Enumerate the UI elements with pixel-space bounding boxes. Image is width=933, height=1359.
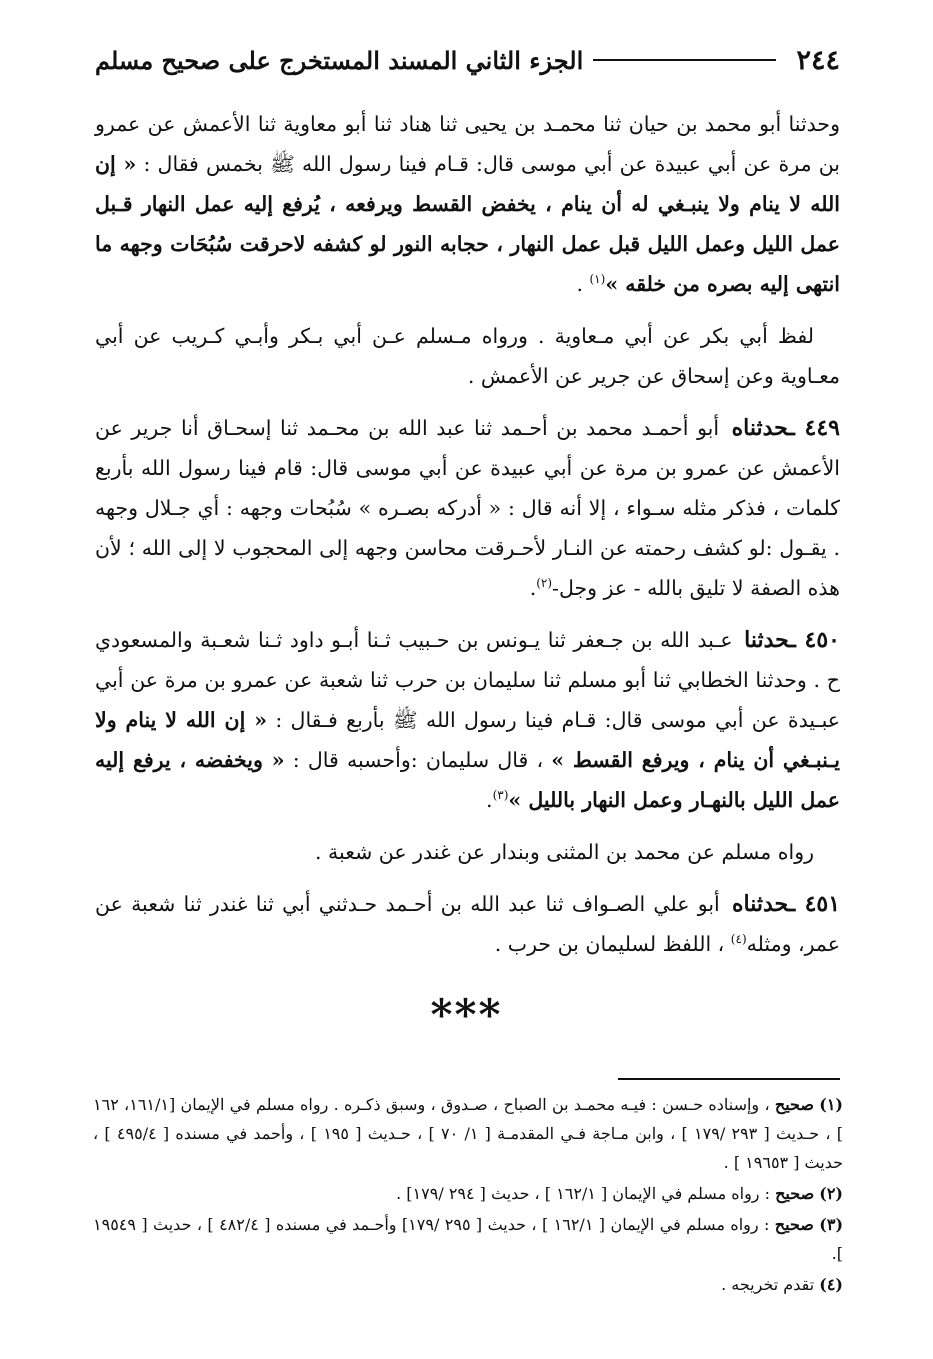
hadith-451-text: أبو علي الصـواف ثنا عبد الله بن أحـمد حـدثني أبي ثنا غندر ثنا شعبة عن عمر، ومثله bbox=[95, 892, 840, 956]
hadith-449-number: ٤٤٩ ـ bbox=[788, 415, 840, 441]
header-rule bbox=[593, 59, 776, 61]
footnote-ref-4[interactable]: (٤) bbox=[730, 932, 747, 947]
hadith-451-number: ٤٥١ ـ bbox=[788, 891, 841, 917]
hadith-450-paragraph bbox=[95, 620, 840, 820]
hadith-450-note: رواه مسلم عن محمد بن المثنى وبندار عن غندر عن شعبة . bbox=[315, 840, 814, 864]
hadith-449-end: . bbox=[529, 576, 537, 600]
page-body bbox=[95, 104, 840, 976]
intro-note-paragraph: لفظ أبي بكر عن أبي مـعاوية . ورواه مـسلم عـن أبي بـكر وأبـي كـريب عن أبي معـاوية وعن إسحاق عن جرير عن الأعمش . bbox=[95, 324, 840, 388]
page-header bbox=[95, 40, 840, 80]
hadith-450-heading: حدثنا bbox=[744, 627, 790, 653]
footnote-ref-2[interactable]: (٢) bbox=[536, 576, 553, 591]
footnote-3 bbox=[93, 1210, 843, 1268]
hadith-451-paragraph bbox=[95, 884, 840, 964]
hadith-451-end: ، اللفظ لسليمان بن حرب . bbox=[494, 932, 731, 956]
footnote-marker: (١) bbox=[819, 1095, 843, 1114]
footnote-2 bbox=[93, 1179, 843, 1208]
hadith-intro-end: . bbox=[576, 272, 590, 296]
footnote-text: ، وإسناده حـسن : فيـه محمـد بن الصباح ، صـدوق ، وسبق ذكـره . رواه مسلم في الإيمان [١٦١/١، ١٦٢ ] ، حـديث [ ٢٩٣ /١٧٩ ] ، وابن مـاجة فـي المقدمـة [ ١/ ٧٠ ] ، حـديث [ ١٩٥ ] ، وأحمد في مسنده [ ٤٩٥/٤ ] ، حديث [ ١٩٦٥٣ ] . bbox=[93, 1095, 844, 1172]
footnotes bbox=[93, 1090, 843, 1301]
hadith-449-text: أبو أحمـد محمد بن أحـمد ثنا عبد الله بن محـمد ثنا إسحـاق أنا جرير عن الأعمش عن عمرو بن مرة عن أبي عبيدة عن أبي موسى قال: قام فينا رسول الله بأربع كلمات ، فذكر مثله سـواء ، إلا أنه قال : « أدركه بصـره » سُبُحات وجهه : أي جـلال وجهه . يقـول :لو كشف رحمته عن النـار لأحـرقت محاسن وجهه إلى المحجوب لا إلى الله ؛ لأن هذه الصفة لا تليق بالله - عز وجل- bbox=[95, 416, 840, 600]
footnote-marker: (٤) bbox=[819, 1275, 843, 1294]
hadith-449-heading: حدثناه bbox=[731, 415, 789, 441]
footnote-grade: صحيح bbox=[774, 1095, 814, 1114]
footnote-1 bbox=[93, 1090, 843, 1177]
hadith-450-quote-1: « إن الله لا ينام ولا يـنبـغي أن ينام ، ويرفع القسط » bbox=[95, 708, 840, 772]
footnote-grade: صحيح bbox=[775, 1184, 815, 1203]
hadith-450-text: عـبد الله بن جـعفر ثنا يـونس بن حـبيب ثـنا أبـو داود ثـنا شعـبة والمسعودي ح . وحدثنا الخطابي ثنا أبو مسلم ثنا سليمان بن حرب ثنا شعبة عن عمرو بن مرة عن أبي عبـيدة عن أبي موسى قال: قـام فينا رسول الله ﷺ بأربع فـقال : bbox=[95, 628, 840, 732]
footnote-rule bbox=[618, 1078, 840, 1080]
section-separator-stars: *** bbox=[430, 990, 503, 1039]
hadith-449-paragraph bbox=[95, 408, 840, 608]
hadith-intro-chain: وحدثنا أبو محمد بن حيان ثنا محمـد بن يحيى ثنا هناد ثنا أبو معاوية ثنا الأعمش عن عمرو بن مرة عن أبي عبيدة عن أبي موسى قال: قـام فينا رسول الله ﷺ بخمس فقال : bbox=[95, 112, 841, 176]
hadith-450-number: ٤٥٠ ـ bbox=[789, 627, 840, 653]
footnote-ref-1[interactable]: (١) bbox=[589, 272, 606, 287]
footnote-marker: (٢) bbox=[819, 1184, 843, 1203]
footnote-grade: صحيح bbox=[774, 1215, 814, 1234]
footnote-text: تقدم تخريجه . bbox=[721, 1275, 815, 1294]
page-number: ٢٤٤ bbox=[796, 44, 840, 76]
footnote-text: : رواه مسلم في الإيمان [ ١٦٢/١ ] ، حديث [ ٢٩٤ /١٧٩] . bbox=[396, 1184, 776, 1203]
hadith-450-quote-2: « ويخفضه ، يرفع إليه عمل الليل بالنهـار وعمل النهار بالليل » bbox=[95, 748, 840, 812]
hadith-451-heading: حدثناه bbox=[731, 891, 789, 917]
hadith-intro-paragraph bbox=[95, 104, 840, 304]
hadith-intro-quote: « إن الله لا ينام ولا ينبـغي له أن ينام ، يخفض القسط ويرفعه ، يُرفع إليه عمل النهار قـبل عمل الليل وعمل الليل قبل عمل النهار ، حجابه النور لو كشفه لاحرقت سُبُحَات وجهه ما انتهى إليه بصره من خلقه » bbox=[95, 152, 840, 296]
footnote-marker: (٣) bbox=[819, 1215, 844, 1234]
hadith-450-mid: ، قال سليمان :وأحسبه قال : bbox=[284, 748, 552, 772]
footnote-4 bbox=[93, 1270, 843, 1299]
hadith-450-end: . bbox=[486, 788, 493, 812]
running-title: الجزء الثاني المسند المستخرج على صحيح مسلم bbox=[95, 45, 584, 75]
footnote-ref-3[interactable]: (٣) bbox=[492, 788, 509, 803]
footnote-text: : رواه مسلم في الإيمان [ ١٦٢/١ ] ، حديث [ ٢٩٥ /١٧٩] وأحـمد في مسنده [ ٤٨٢/٤ ] ، حديث [ ١٩٥٤٩ ]. bbox=[93, 1215, 843, 1263]
